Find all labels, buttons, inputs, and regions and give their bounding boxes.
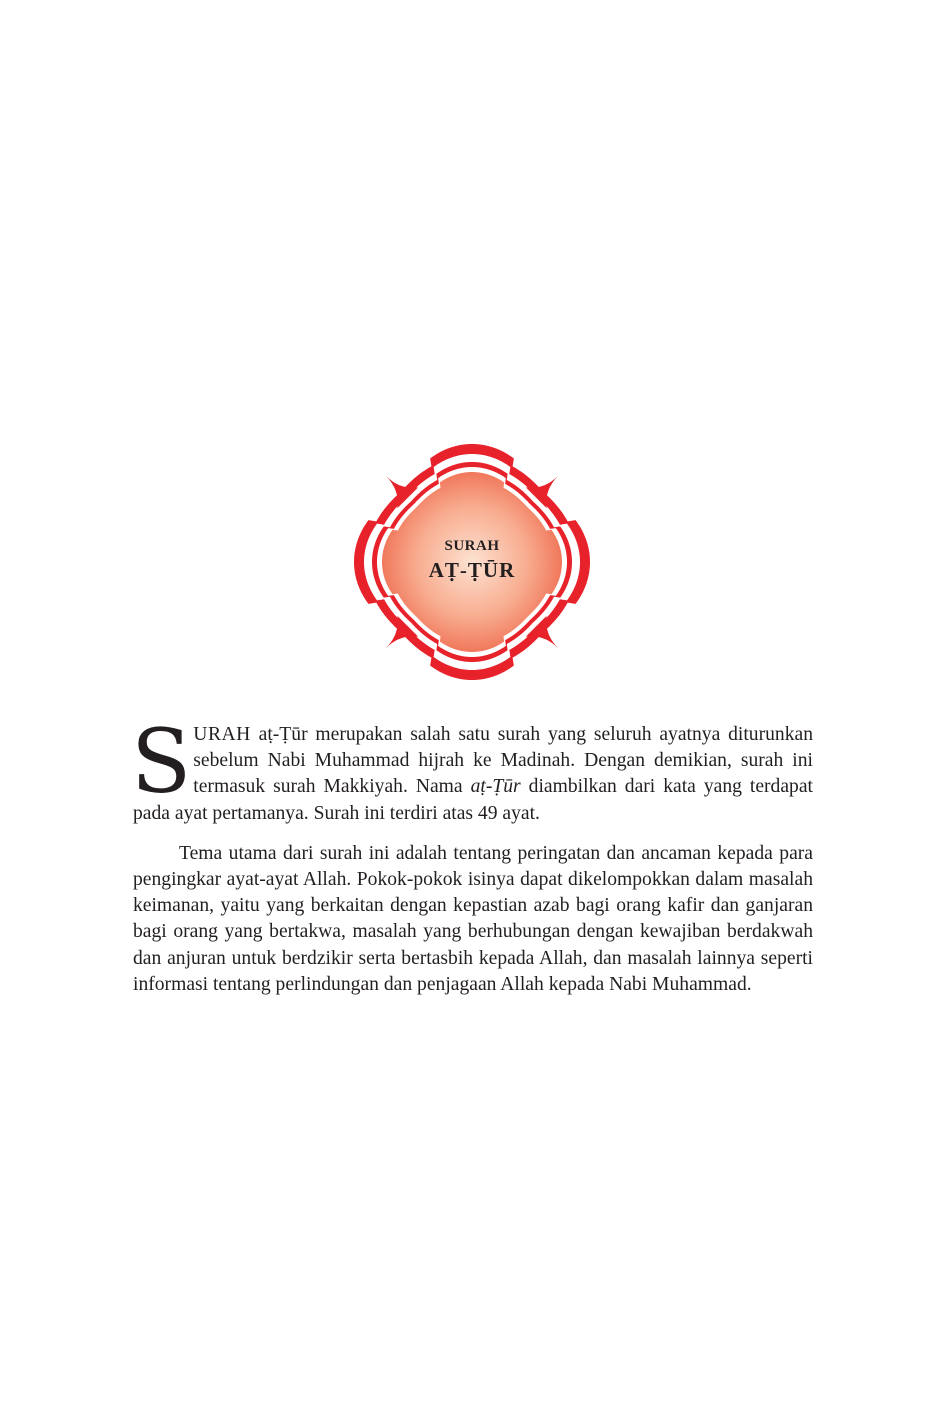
surah-name-italic: aṭ-Ṭūr	[470, 776, 521, 798]
paragraph-1-text-a: aṭ-Ṭūr merupakan salah satu surah yang seluruh ayatnya diturunkan sebelum Nabi Muhammad hijrah ke Madinah. Dengan demikian, surah ini termasuk surah Makkiyah. Nama	[193, 724, 813, 798]
lead-caps: URAH	[193, 724, 251, 745]
surah-name: AṬ-ṬŪR	[428, 558, 516, 582]
paragraph-1-text-b: diambilkan dari kata yang terdapat pada ayat pertamanya. Surah ini terdiri atas 49 ayat.	[133, 776, 813, 824]
drop-cap: S	[131, 710, 192, 813]
paragraph-1	[131, 710, 813, 827]
paragraph-2: Tema utama dari surah ini adalah tentang peringatan dan ancaman kepada para pengingkar ayat-ayat Allah. Pokok-pokok isinya dapat dikelompokkan dalam masalah keimanan, yaitu yang berkaitan dengan kepastian azab bagi orang kafir dan ganjaran bagi orang yang bertakwa, masalah yang berhubungan dengan kewajiban berdakwah dan anjuran untuk berdzikir serta bertasbih kepada Allah, dan masalah lainnya seperti informasi tentang perlindungan dan penjagaan Allah kepada Nabi Muhammad.	[133, 842, 813, 995]
intro-text	[131, 710, 813, 998]
emblem-label: SURAH	[444, 538, 500, 554]
surah-emblem	[348, 438, 596, 686]
